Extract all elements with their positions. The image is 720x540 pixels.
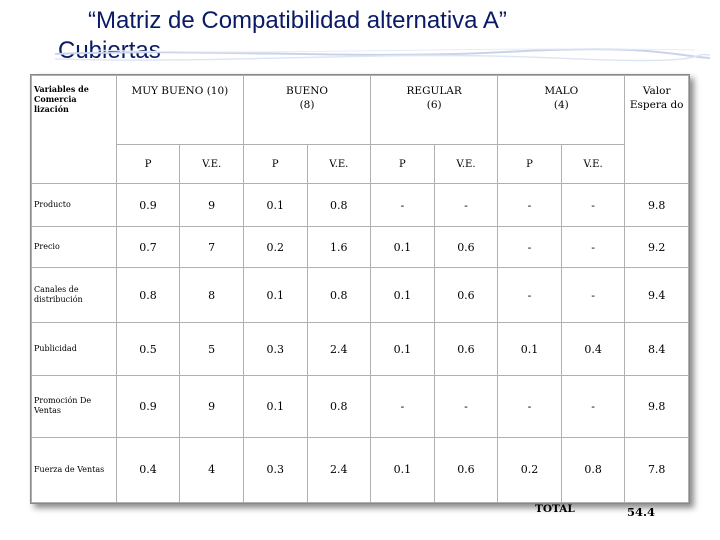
expected-value-cell: 9.2 <box>625 227 689 268</box>
subheader-p: P <box>498 145 562 184</box>
table-cell: 0.6 <box>434 437 498 502</box>
table-cell: - <box>561 268 625 323</box>
table-cell: - <box>561 227 625 268</box>
subheader-row <box>32 145 689 184</box>
table-cell: 0.4 <box>561 323 625 376</box>
subheader-p: P <box>243 145 307 184</box>
table-cell: 0.6 <box>434 268 498 323</box>
table-cell: 0.5 <box>116 323 180 376</box>
table-cell: 8 <box>180 268 244 323</box>
subheader-ve: V.E. <box>561 145 625 184</box>
row-label: Canales de distribución <box>32 268 117 323</box>
matrix-body <box>32 184 689 503</box>
header-row <box>32 76 689 145</box>
table-cell: 7 <box>180 227 244 268</box>
row-label: Fuerza de Ventas <box>32 437 117 502</box>
table-cell: - <box>498 376 562 437</box>
table-cell: 0.6 <box>434 323 498 376</box>
expected-value-cell: 9.8 <box>625 376 689 437</box>
table-cell: 0.8 <box>307 376 371 437</box>
table-row <box>32 227 689 268</box>
table-cell: 2.4 <box>307 437 371 502</box>
table-cell: 0.1 <box>243 268 307 323</box>
table-cell: 5 <box>180 323 244 376</box>
matrix-table <box>31 75 689 503</box>
group-header-bueno: BUENO (8) <box>243 76 370 145</box>
expected-value-cell: 9.4 <box>625 268 689 323</box>
row-label: Producto <box>32 184 117 227</box>
table-cell: 0.9 <box>116 376 180 437</box>
compatibility-matrix <box>30 74 690 504</box>
subheader-ve: V.E. <box>434 145 498 184</box>
table-cell: - <box>498 227 562 268</box>
table-cell: - <box>434 184 498 227</box>
table-cell: 0.8 <box>307 184 371 227</box>
table-row <box>32 268 689 323</box>
expected-value-cell: 7.8 <box>625 437 689 502</box>
table-row <box>32 437 689 502</box>
table-cell: 9 <box>180 184 244 227</box>
title-line-1: “Matriz de Compatibilidad alternativa A” <box>88 7 507 34</box>
expected-value-cell: 9.8 <box>625 184 689 227</box>
table-cell: 4 <box>180 437 244 502</box>
table-cell: - <box>561 376 625 437</box>
table-cell: 0.1 <box>371 227 435 268</box>
table-cell: - <box>561 184 625 227</box>
corner-label: Variables de Comercia lización <box>32 76 117 184</box>
table-cell: - <box>498 268 562 323</box>
table-cell: - <box>434 376 498 437</box>
table-cell: 0.9 <box>116 184 180 227</box>
expected-value-cell: 8.4 <box>625 323 689 376</box>
group-header-malo: MALO (4) <box>498 76 625 145</box>
title-underline-decoration <box>55 46 710 66</box>
row-label: Promoción De Ventas <box>32 376 117 437</box>
table-cell: 0.8 <box>561 437 625 502</box>
subheader-ve: V.E. <box>307 145 371 184</box>
row-label: Publicidad <box>32 323 117 376</box>
table-cell: 1.6 <box>307 227 371 268</box>
table-cell: 0.1 <box>243 376 307 437</box>
subheader-ve: V.E. <box>180 145 244 184</box>
table-row <box>32 376 689 437</box>
total-label: TOTAL <box>535 503 575 515</box>
table-cell: 0.7 <box>116 227 180 268</box>
group-header-muy-bueno: MUY BUENO (10) <box>116 76 243 145</box>
table-row <box>32 184 689 227</box>
table-cell: 0.8 <box>307 268 371 323</box>
subheader-p: P <box>116 145 180 184</box>
table-cell: 0.4 <box>116 437 180 502</box>
table-cell: - <box>371 376 435 437</box>
table-cell: 0.3 <box>243 323 307 376</box>
row-label: Precio <box>32 227 117 268</box>
table-cell: 9 <box>180 376 244 437</box>
subheader-p: P <box>371 145 435 184</box>
table-cell: 0.2 <box>498 437 562 502</box>
table-cell: 0.6 <box>434 227 498 268</box>
table-cell: 0.8 <box>116 268 180 323</box>
table-cell: - <box>498 184 562 227</box>
table-cell: 0.1 <box>371 323 435 376</box>
total-value: 54.4 <box>627 505 656 519</box>
table-cell: 0.1 <box>243 184 307 227</box>
table-cell: - <box>371 184 435 227</box>
table-cell: 2.4 <box>307 323 371 376</box>
table-cell: 0.3 <box>243 437 307 502</box>
expected-value-header: Valor Espera do <box>625 76 689 184</box>
table-cell: 0.1 <box>498 323 562 376</box>
table-cell: 0.2 <box>243 227 307 268</box>
group-header-regular: REGULAR (6) <box>371 76 498 145</box>
table-row <box>32 323 689 376</box>
table-cell: 0.1 <box>371 268 435 323</box>
table-cell: 0.1 <box>371 437 435 502</box>
title-line-2: Cubiertas <box>58 37 161 64</box>
